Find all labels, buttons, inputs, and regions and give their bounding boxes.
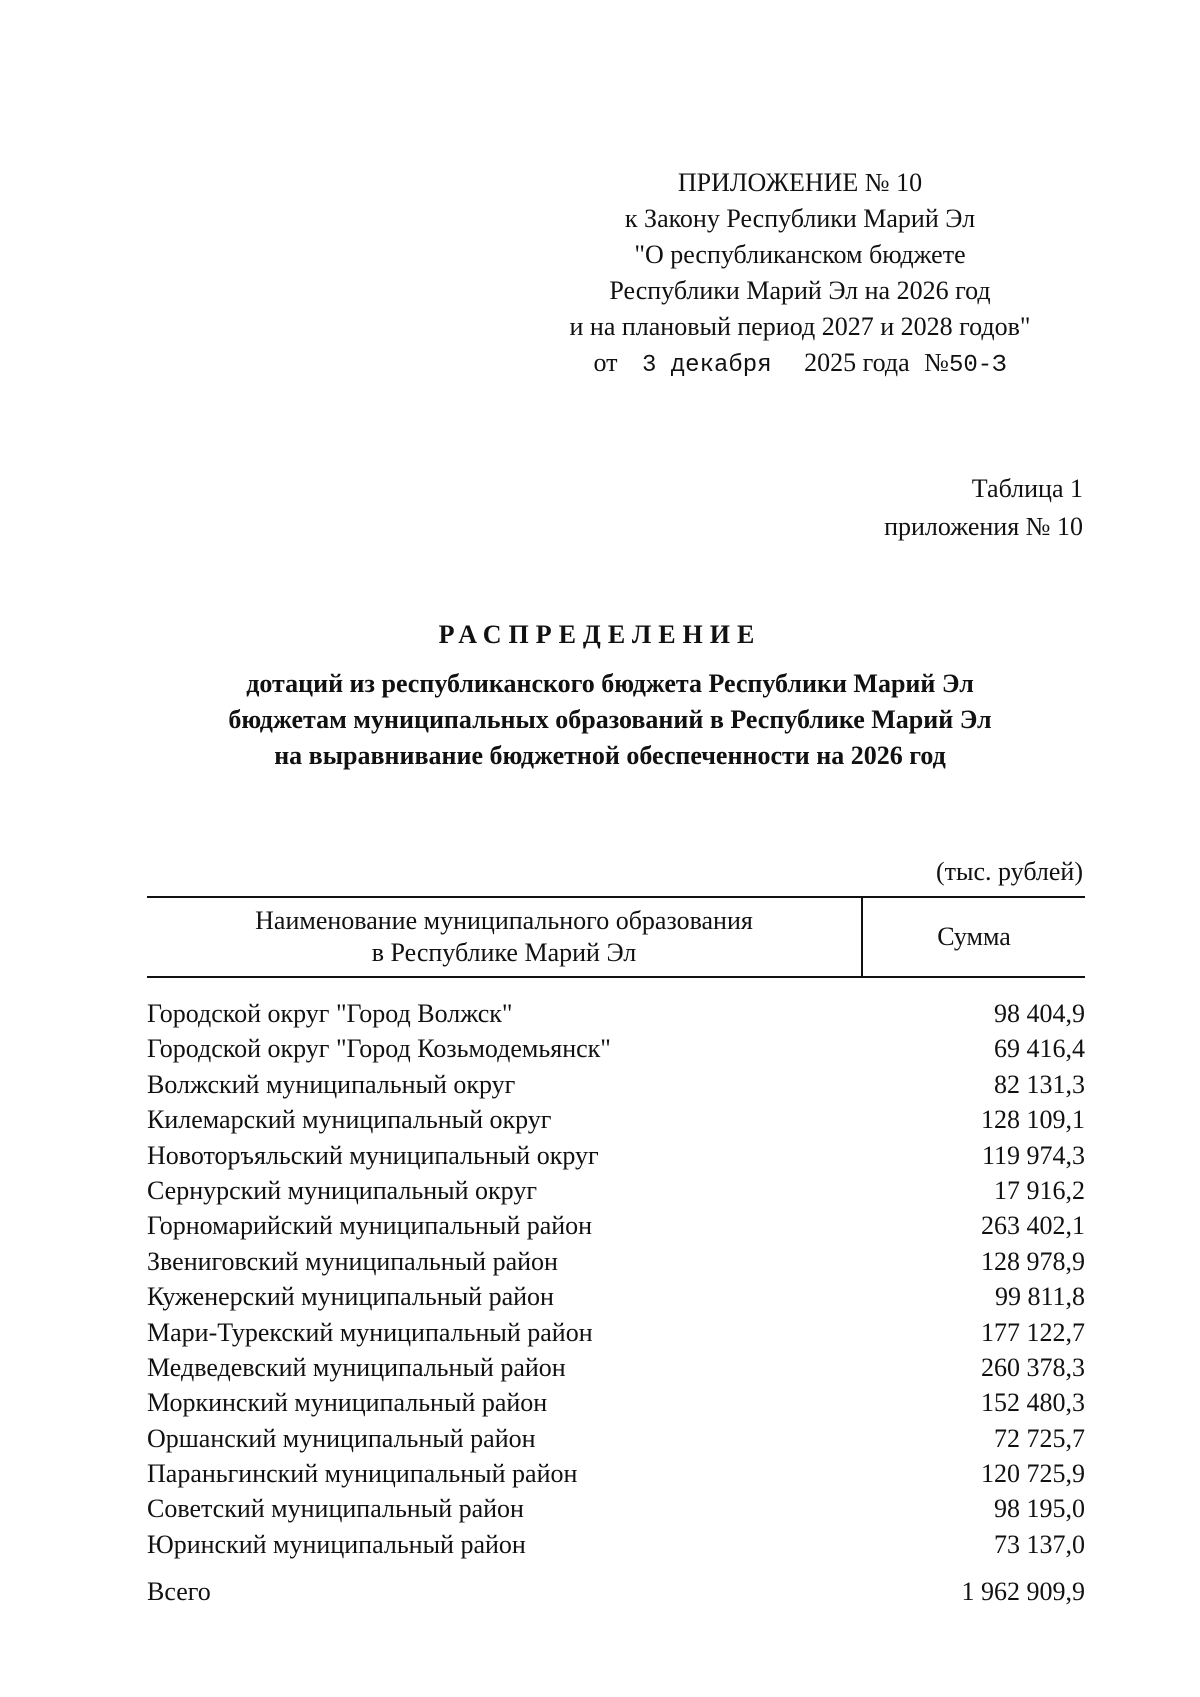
row-sum: 128 109,1 xyxy=(981,1105,1085,1135)
table-header xyxy=(147,896,1085,978)
row-sum: 177 122,7 xyxy=(981,1317,1085,1347)
row-name: Волжский муниципальный округ xyxy=(147,1069,516,1099)
row-name: Городской округ "Город Волжск" xyxy=(147,999,513,1028)
table-row xyxy=(147,1244,1085,1279)
row-name: Куженерский муниципальный район xyxy=(147,1282,554,1312)
table-row xyxy=(147,1456,1085,1491)
table-row xyxy=(147,1102,1085,1137)
row-sum: 260 378,3 xyxy=(981,1352,1085,1382)
row-name: Юринский муниципальный район xyxy=(147,1529,526,1559)
units-label: (тыс. рублей) xyxy=(935,857,1083,886)
row-name: Параньгинский муниципальный район xyxy=(147,1459,578,1489)
row-sum: 17 916,2 xyxy=(994,1175,1085,1205)
table-row xyxy=(147,1315,1085,1350)
subtitle-line2: бюджетам муниципальных образований в Республике Марий Эл xyxy=(228,705,992,734)
row-sum: 72 725,7 xyxy=(994,1423,1085,1453)
table-row xyxy=(147,1350,1085,1385)
row-name: Моркинский муниципальный район xyxy=(147,1388,548,1418)
table-row xyxy=(147,1421,1085,1456)
table-row xyxy=(147,1208,1085,1243)
table-row xyxy=(147,1385,1085,1420)
date-year: 2025 года xyxy=(804,348,910,377)
row-sum: 69 416,4 xyxy=(994,1034,1085,1064)
table-row xyxy=(147,1031,1085,1066)
law-number: 50-З xyxy=(948,352,1007,379)
annex-law-name-line2: Республики Марий Эл на 2026 год xyxy=(609,276,991,305)
subtitle-line1: дотаций из республиканского бюджета Республики Марий Эл xyxy=(246,669,974,698)
row-name: Звениговский муниципальный район xyxy=(147,1246,558,1276)
annex-title: ПРИЛОЖЕНИЕ № 10 xyxy=(677,168,923,197)
table-row xyxy=(147,1491,1085,1526)
total-sum: 1 962 909,9 xyxy=(961,1577,1085,1606)
table-annex-ref: приложения № 10 xyxy=(884,512,1083,541)
header-sum-cell: Сумма xyxy=(937,922,1011,951)
table-body xyxy=(147,996,1085,1562)
annex-date-line xyxy=(520,345,1080,384)
row-sum: 152 480,3 xyxy=(981,1388,1085,1418)
row-sum: 119 974,3 xyxy=(981,1140,1085,1170)
annex-law-name-line3: и на плановый период 2027 и 2028 годов" xyxy=(569,312,1031,341)
table-row xyxy=(147,1067,1085,1102)
annex-law-reference: к Закону Республики Марий Эл xyxy=(624,204,976,233)
row-name: Новоторъяльский муниципальный округ xyxy=(147,1140,599,1170)
row-name: Оршанский муниципальный район xyxy=(147,1423,536,1453)
row-sum: 98 195,0 xyxy=(994,1494,1085,1524)
header-name-line2: в Республике Марий Эл xyxy=(371,938,637,967)
row-sum: 73 137,0 xyxy=(994,1529,1085,1559)
row-name: Горномарийский муниципальный район xyxy=(147,1211,593,1241)
total-label: Всего xyxy=(147,1577,211,1606)
annex-header xyxy=(520,165,1080,384)
header-name-cell xyxy=(147,898,863,976)
date-prefix: от xyxy=(593,348,618,377)
total-row xyxy=(147,1574,1085,1609)
row-sum: 98 404,9 xyxy=(994,999,1085,1028)
row-sum: 128 978,9 xyxy=(981,1246,1085,1276)
table-row xyxy=(147,1527,1085,1562)
row-sum: 99 811,8 xyxy=(994,1282,1085,1312)
row-name: Сернурский муниципальный округ xyxy=(147,1175,537,1205)
row-name: Городской округ "Город Козьмодемьянск" xyxy=(147,1034,611,1064)
subtitle-line3: на выравнивание бюджетной обеспеченности на 2026 год xyxy=(274,741,946,770)
table-reference xyxy=(884,470,1083,546)
row-name: Килемарский муниципальный округ xyxy=(147,1105,552,1135)
row-name: Мари-Турекский муниципальный район xyxy=(147,1317,593,1347)
document-subtitle xyxy=(160,666,1060,774)
table-row xyxy=(147,996,1085,1031)
row-sum: 263 402,1 xyxy=(981,1211,1085,1241)
document-title: РАСПРЕДЕЛЕНИЕ xyxy=(438,620,762,649)
header-name-line1: Наименование муниципального образования xyxy=(255,906,753,935)
table-row xyxy=(147,1173,1085,1208)
row-name: Советский муниципальный район xyxy=(147,1494,524,1524)
row-name: Медведевский муниципальный район xyxy=(147,1352,566,1382)
date-day-month: 3 декабря xyxy=(641,352,772,379)
row-sum: 82 131,3 xyxy=(994,1069,1085,1099)
row-sum: 120 725,9 xyxy=(981,1459,1085,1489)
number-sign: № xyxy=(924,348,949,377)
table-row xyxy=(147,1279,1085,1314)
annex-law-name-line1: "О республиканском бюджете xyxy=(634,240,966,269)
table-number: Таблица 1 xyxy=(971,474,1083,503)
table-row xyxy=(147,1138,1085,1173)
